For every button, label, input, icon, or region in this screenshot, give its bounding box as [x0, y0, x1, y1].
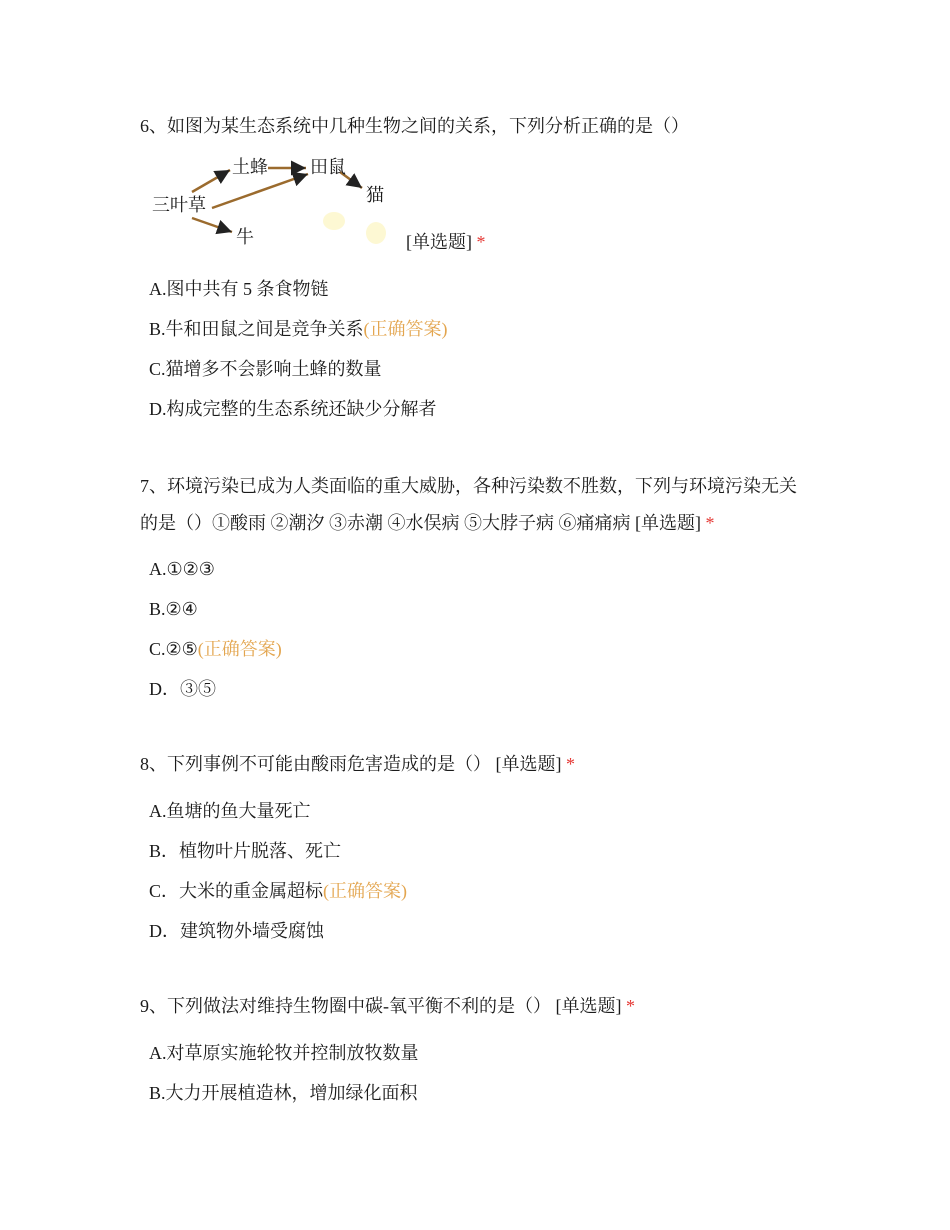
question-type-label: [单选题]	[635, 513, 701, 533]
correct-answer-tag: (正确答案)	[323, 881, 408, 901]
question-text: 9、下列做法对维持生物圈中碳-氧平衡不利的是（）	[140, 996, 556, 1016]
required-mark: *	[705, 513, 715, 533]
node-bumblebee: 土蜂	[232, 157, 268, 177]
option-b[interactable]	[149, 317, 448, 341]
option-text: A.①②③	[149, 559, 215, 579]
question-7-title	[140, 468, 810, 542]
option-a[interactable]	[149, 1041, 419, 1065]
option-a[interactable]	[149, 277, 329, 301]
node-cattle: 牛	[236, 227, 254, 247]
required-mark: *	[626, 996, 635, 1016]
question-8-title	[140, 746, 820, 783]
option-d[interactable]	[149, 677, 216, 701]
node-cat: 猫	[366, 185, 384, 205]
required-mark: *	[476, 232, 486, 252]
option-text: D．建筑物外墙受腐蚀	[149, 921, 324, 941]
option-b[interactable]	[149, 597, 198, 621]
node-clover: 三叶草	[152, 195, 206, 215]
option-b[interactable]	[149, 1081, 418, 1105]
question-text: 7、环境污染已成为人类面临的重大威胁，各种污染数不胜数，下列与环境污染无关的是（）①酸雨 ②潮汐 ③赤潮 ④水俣病 ⑤大脖子病 ⑥痛痛病	[140, 476, 797, 533]
question-6-title	[140, 108, 820, 145]
option-text: C．大米的重金属超标	[149, 881, 324, 901]
option-c[interactable]	[149, 357, 382, 381]
option-text: C.猫增多不会影响土蜂的数量	[149, 359, 382, 379]
arrow-clover-to-cattle	[192, 218, 232, 232]
question-type-label: [单选题]	[495, 754, 562, 774]
option-a[interactable]	[149, 557, 215, 581]
option-text: D．③⑤	[149, 679, 216, 699]
option-d[interactable]	[149, 397, 437, 421]
option-text: A.鱼塘的鱼大量死亡	[149, 801, 311, 821]
option-text: B.②④	[149, 599, 198, 619]
option-text: A.对草原实施轮牧并控制放牧数量	[149, 1043, 419, 1063]
option-text: B.牛和田鼠之间是竞争关系	[149, 319, 364, 339]
food-web-diagram	[148, 150, 408, 250]
option-text: C.②⑤	[149, 639, 198, 659]
option-b[interactable]	[149, 839, 341, 863]
question-text: 6、如图为某生态系统中几种生物之间的关系，下列分析正确的是（）	[140, 116, 689, 136]
required-mark: *	[566, 754, 575, 774]
question-6-type-line	[406, 230, 486, 254]
question-type-label: [单选题]	[555, 996, 622, 1016]
option-text: B．植物叶片脱落、死亡	[149, 841, 342, 861]
question-9-title	[140, 988, 820, 1025]
correct-answer-tag: (正确答案)	[363, 319, 448, 339]
arrow-clover-to-bee	[192, 170, 230, 192]
node-field-vole: 田鼠	[310, 157, 346, 177]
correct-answer-tag: (正确答案)	[197, 639, 282, 659]
option-d[interactable]	[149, 919, 324, 943]
option-text: D.构成完整的生态系统还缺少分解者	[149, 399, 437, 419]
option-c[interactable]	[149, 637, 282, 661]
option-c[interactable]	[149, 879, 407, 903]
option-text: A.图中共有 5 条食物链	[149, 279, 329, 299]
arrow-clover-to-vole	[212, 174, 308, 208]
question-type-label: [单选题]	[406, 232, 472, 252]
option-text: B.大力开展植造林，增加绿化面积	[149, 1083, 418, 1103]
question-text: 8、下列事例不可能由酸雨危害造成的是（）	[140, 754, 496, 774]
option-a[interactable]	[149, 799, 311, 823]
